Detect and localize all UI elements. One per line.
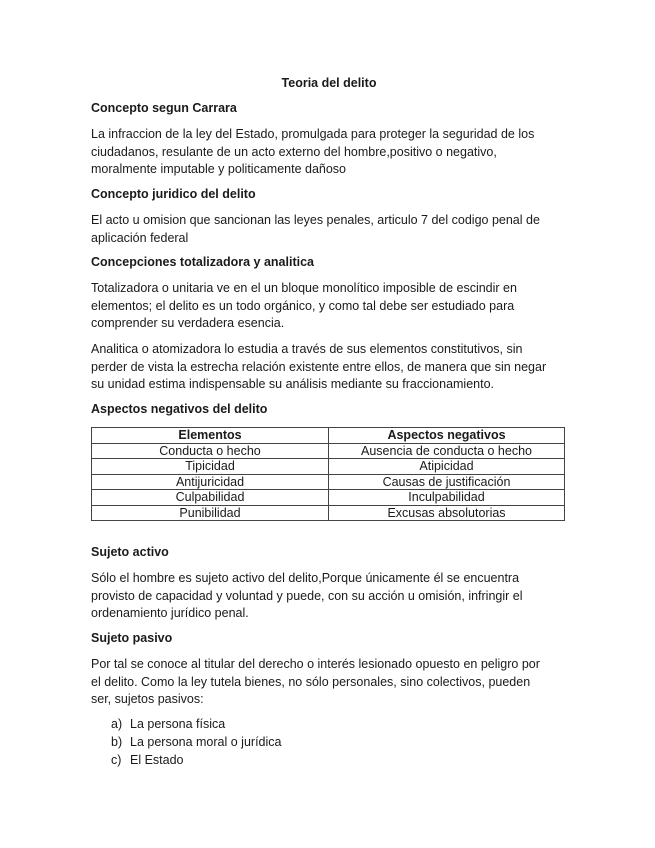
column-header-elementos: Elementos [92,428,329,444]
paragraph-totalizadora [91,280,567,333]
table-cell: Punibilidad [92,505,329,521]
table-row [92,490,565,506]
table-row [92,459,565,475]
column-header-aspectos: Aspectos negativos [329,428,565,444]
paragraph-sujeto-activo [91,570,567,623]
text-line: La infraccion de la ley del Estado, promulgada para proteger la seguridad de los [91,127,535,141]
list-item-text: La persona física [130,717,226,731]
text-line: perder de vista la estrecha relación existente entre ellos, de manera que sin negar [91,359,547,374]
text-line: el delito. Como la ley tutela bienes, no sólo personales, sino colectivos, pueden [91,674,531,689]
table-cell: Conducta o hecho [92,443,329,459]
list-marker: a) [111,717,123,731]
aspectos-negativos-table [91,427,565,521]
text-line: elementos; el delito es un todo orgánico, y como tal debe ser estudiado para [91,298,515,313]
heading-sujeto-pasivo: Sujeto pasivo [91,631,173,645]
text-line: El acto u omision que sancionan las leyes penales, articulo 7 del codigo penal de [91,213,540,227]
text-line: ser, sujetos pasivos: [91,692,204,706]
text-line: ciudadanos, resulante de un acto externo del hombre,positivo o negativo, [91,144,497,159]
heading-concepto-carrara: Concepto segun Carrara [91,101,237,115]
table-cell: Tipicidad [92,459,329,475]
paragraph-concepto-carrara [91,126,567,179]
heading-aspectos-negativos: Aspectos negativos del delito [91,402,268,416]
table-cell: Atipicidad [329,459,565,475]
text-line: moralmente imputable y politicamente dañoso [91,162,346,176]
sujetos-pasivos-list [111,715,281,769]
table-cell: Culpabilidad [92,490,329,506]
paragraph-sujeto-pasivo [91,656,567,709]
list-item [111,733,281,751]
table-cell: Antijuricidad [92,474,329,490]
text-line: su unidad estima indispensable su análisis mediante su fraccionamiento. [91,377,495,391]
text-line: ordenamiento jurídico penal. [91,606,249,620]
heading-concepto-juridico: Concepto juridico del delito [91,187,256,201]
table-row [92,505,565,521]
table-row [92,443,565,459]
list-item [111,751,281,769]
heading-concepciones: Concepciones totalizadora y analitica [91,255,314,269]
paragraph-concepto-juridico [91,212,567,247]
text-line: provisto de capacidad y voluntad y puede, con su acción u omisión, infringir el [91,588,523,603]
table-row [92,474,565,490]
list-item-text: El Estado [130,753,184,767]
text-line: Sólo el hombre es sujeto activo del delito,Porque únicamente él se encuentra [91,571,520,585]
list-item [111,715,281,733]
list-marker: b) [111,735,123,749]
table-cell: Excusas absolutorias [329,505,565,521]
table-cell: Ausencia de conducta o hecho [329,443,565,459]
table-cell: Inculpabilidad [329,490,565,506]
text-line: comprender su verdadera esencia. [91,316,285,330]
heading-sujeto-activo: Sujeto activo [91,545,169,559]
table-header-row [92,428,565,444]
paragraph-analitica [91,341,567,394]
text-line: Por tal se conoce al titular del derecho o interés lesionado opuesto en peligro por [91,657,540,671]
text-line: aplicación federal [91,230,189,245]
list-item-text: La persona moral o jurídica [130,735,282,749]
list-marker: c) [111,753,122,767]
text-line: Analitica o atomizadora lo estudia a través de sus elementos constitutivos, sin [91,342,523,356]
table-cell: Causas de justificación [329,474,565,490]
text-line: Totalizadora o unitaria ve en el un bloque monolítico imposible de escindir en [91,281,517,295]
document-title: Teoria del delito [281,76,377,90]
